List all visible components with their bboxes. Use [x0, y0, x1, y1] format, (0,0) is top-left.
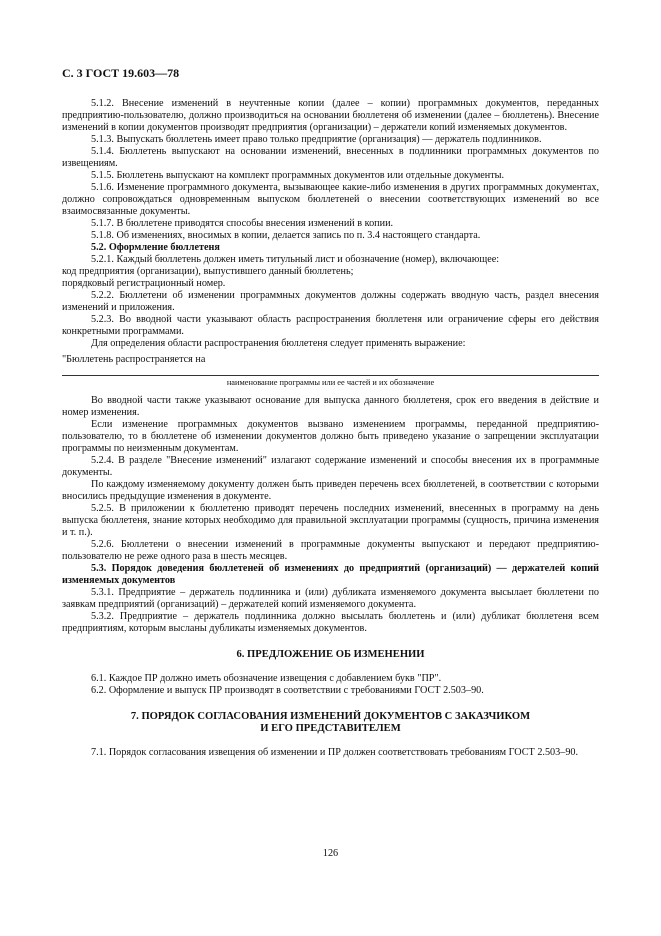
- paragraph: По каждому изменяемому документу должен быть приведен перечень всех бюллетеней, в соответствии с которыми вносились предыдущие изменения в документе.: [62, 479, 599, 502]
- section-heading-7-line-1: 7. ПОРЯДОК СОГЛАСОВАНИЯ ИЗМЕНЕНИЙ ДОКУМЕНТОВ С ЗАКАЗЧИКОМ: [130, 711, 531, 722]
- fill-in-caption: наименование программы или ее частей и их обозначение: [226, 378, 435, 387]
- paragraph: 5.2.3. Во вводной части указывают область распространения бюллетеня или ограничение сферы его действия конкретными программами.: [62, 314, 599, 337]
- paragraph: 5.1.2. Внесение изменений в неучтенные копии (далее – копии) программных документов, переданных предприятию-пользователю, должно производиться на основании бюллетеня об изменении (далее – бюллетень). Внесение изменений в копии документов производят предприятия (организации) – держатели копий изменяемых документов.: [62, 98, 599, 133]
- paragraph: 5.2.1. Каждый бюллетень должен иметь титульный лист и обозначение (номер), включающее:: [91, 254, 500, 265]
- fill-in-line: [62, 367, 599, 376]
- page-number: 126: [322, 848, 339, 859]
- paragraph: 7.1. Порядок согласования извещения об изменении и ПР должен соответствовать требованиям ГОСТ 2.503–90.: [91, 747, 579, 758]
- list-item: порядковый регистрационный номер.: [62, 278, 226, 289]
- section-heading-7-line-2: И ЕГО ПРЕДСТАВИТЕЛЕМ: [260, 723, 401, 734]
- page-header: С. 3 ГОСТ 19.603—78: [62, 66, 180, 80]
- paragraph: 5.2.6. Бюллетени о внесении изменений в программные документы выпускают и передают предприятию-пользователю не реже одного раза в шесть месяцев.: [62, 539, 599, 562]
- section-heading-5-3: 5.3. Порядок доведения бюллетеней об изменениях до предприятий (организаций) — держателей копий изменяемых документов: [62, 563, 599, 586]
- section-heading-5-2: 5.2. Оформление бюллетеня: [91, 242, 220, 253]
- paragraph: 5.1.3. Выпускать бюллетень имеет право только предприятие (организация) — держатель подлинников.: [91, 134, 542, 145]
- paragraph: 6.2. Оформление и выпуск ПР производят в соответствии с требованиями ГОСТ 2.503–90.: [91, 685, 484, 696]
- paragraph: Для определения области распространения бюллетеня следует применять выражение:: [91, 338, 466, 349]
- paragraph: 5.1.6. Изменение программного документа, вызывающее какие-либо изменения в других программных документах, должно сопровождаться одновременным выпуском бюллетеней о внесении соответствующих изменений во все взаимосвязанные документы.: [62, 182, 599, 217]
- paragraph: 6.1. Каждое ПР должно иметь обозначение извещения с добавлением букв "ПР".: [91, 673, 442, 684]
- document-body: [62, 98, 599, 759]
- quote-text: "Бюллетень распространяется на: [62, 354, 206, 365]
- paragraph: Если изменение программных документов вызвано изменением программы, переданной предприятию-пользователю, то в бюллетене об изменении документов должно быть приведено указание о запрещении эксплуатации программы по неизменным документам.: [62, 419, 599, 454]
- paragraph: 5.2.5. В приложении к бюллетеню приводят перечень последних изменений, внесенных в программу на день выпуска бюллетеня, знание которых необходимо для правильной эксплуатации программы (сущность, причина изменения и т. п.).: [62, 503, 599, 538]
- paragraph: 5.1.5. Бюллетень выпускают на комплект программных документов или отдельные документы.: [91, 170, 505, 181]
- paragraph: 5.1.7. В бюллетене приводятся способы внесения изменений в копии.: [91, 218, 394, 229]
- list-item: код предприятия (организации), выпустившего данный бюллетень;: [62, 266, 354, 277]
- paragraph: 5.3.1. Предприятие – держатель подлинника и (или) дубликата изменяемого документа высылает бюллетени по заявкам предприятий (организаций) – держателей копий изменяемого документа.: [62, 587, 599, 610]
- section-heading-6: 6. ПРЕДЛОЖЕНИЕ ОБ ИЗМЕНЕНИИ: [236, 649, 425, 660]
- paragraph: 5.2.2. Бюллетени об изменении программных документов должны содержать вводную часть, раздел внесения изменений и приложения.: [62, 290, 599, 313]
- paragraph: 5.1.8. Об изменениях, вносимых в копии, делается запись по п. 3.4 настоящего стандарта.: [91, 230, 481, 241]
- section-heading-7: [62, 711, 599, 735]
- paragraph: Во вводной части также указывают основание для выпуска данного бюллетеня, срок его введения в действие и номер изменения.: [62, 395, 599, 418]
- paragraph: 5.3.2. Предприятие – держатель подлинника должно высылать бюллетень и (или) дубликат бюллетеня всем предприятиям, которым высланы дубликаты изменяемых документов.: [62, 611, 599, 634]
- paragraph: 5.2.4. В разделе "Внесение изменений" излагают содержание изменений и способы внесения их в программные документы.: [62, 455, 599, 478]
- paragraph: 5.1.4. Бюллетень выпускают на основании изменений, внесенных в подлинники программных документов по извещениям.: [62, 146, 599, 169]
